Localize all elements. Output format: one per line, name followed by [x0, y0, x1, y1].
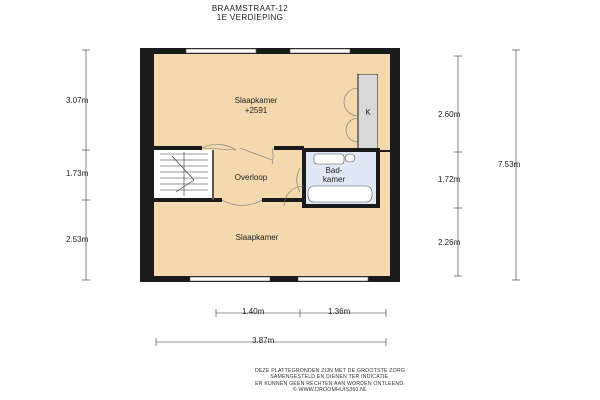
dim-bottom-right: 1.36m [328, 307, 351, 316]
dim-total-width: 3.87m [252, 336, 275, 345]
dim-right-bottom: 2.26m [438, 238, 461, 247]
dim-left-middle: 1.73m [66, 169, 89, 178]
dim-right-middle: 1.72m [438, 175, 461, 184]
dim-left-top: 3.07m [66, 96, 89, 105]
left-dimension-line [82, 50, 90, 280]
room-label-bottom-bedroom: Slaapkamer [235, 233, 279, 242]
address-title: BRAAMSTRAAT-12 [211, 4, 289, 13]
disclaimer-line-3: ER KUNNEN GEEN RECHTEN AAN WORDEN ONTLEEND. [255, 380, 405, 387]
dim-bottom-left: 1.40m [242, 307, 265, 316]
disclaimer-line-1: DEZE PLATTEGRONDEN ZIJN MET DE GROOTSTE ZORG [254, 368, 406, 374]
room-label-landing: Overloop [234, 173, 268, 182]
disclaimer [160, 368, 500, 394]
dim-left-bottom: 2.53m [66, 235, 89, 244]
room-level-top-bedroom: +2591 [244, 106, 268, 115]
bathtub [308, 186, 372, 202]
toilet [345, 154, 355, 162]
dim-right-top: 2.60m [438, 110, 461, 119]
room-label-bathroom-2: kamer [322, 175, 346, 184]
dim-total-height: 7.53m [498, 160, 521, 169]
sink [314, 154, 344, 164]
disclaimer-line-4: © WWW.DROOMHUIS360.NL [292, 387, 368, 394]
room-label-top-bedroom: Slaapkamer [234, 96, 278, 105]
room-label-cupboard: K [365, 108, 371, 117]
floor-title: 1E VERDIEPING [216, 13, 284, 22]
disclaimer-line-2: SAMENGESTELD EN DIENEN TER INDICATIE. [270, 374, 390, 381]
room-label-bathroom-1: Bad- [325, 166, 343, 175]
